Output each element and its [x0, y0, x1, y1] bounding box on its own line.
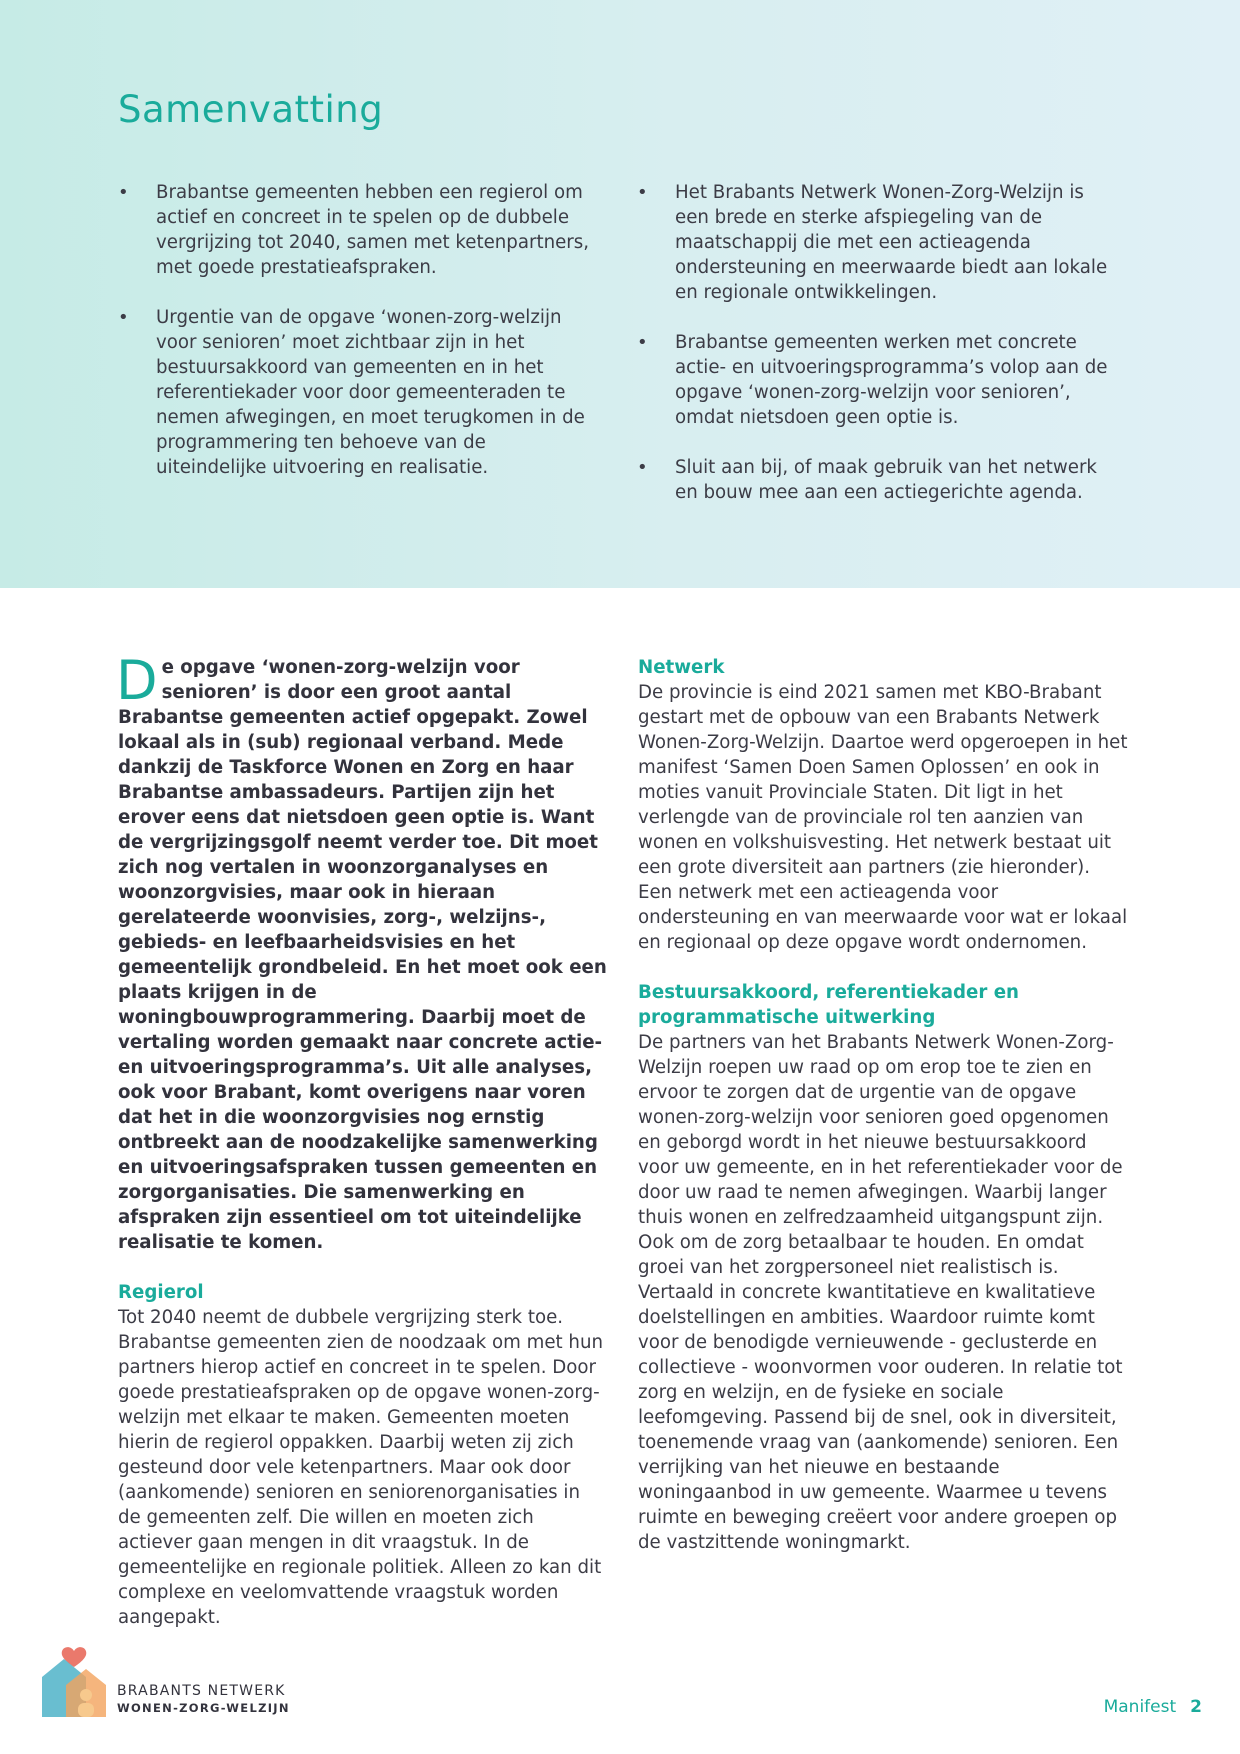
- page-number: 2: [1190, 1697, 1202, 1717]
- summary-bullet: • Urgentie van de opgave ‘wonen-zorg-welzijn voor senioren’ moet zichtbaar zijn in het bestuursakkoord van gemeenten en in het referentiekader voor door gemeenteraden te nemen afwegingen, en moet terugkomen in de programmering ten behoeve van de uiteindelijke uitvoering en realisatie.: [118, 305, 598, 480]
- summary-bullets-left: [118, 180, 598, 505]
- brand-line-2: WONEN-ZORG-WELZIJN: [117, 1701, 290, 1715]
- netwerk-text: De provincie is eind 2021 samen met KBO-Brabant gestart met de opbouw van een Brabants Netwerk Wonen-Zorg-Welzijn. Daartoe werd opgeroepen in het manifest ‘Samen Doen Samen Oplossen’ en ook in moties vanuit Provinciale Staten. Dit ligt in het verlengde van de provinciale rol ten aanzien van wonen en volkshuisvesting. Het netwerk bestaat uit een grote diversiteit aan partners (zie hieronder). Een netwerk met een actieagenda voor ondersteuning en van meerwaarde voor wat er lokaal en regionaal op deze opgave wordt ondernomen.: [638, 682, 1128, 953]
- summary-bullet: • Brabantse gemeenten hebben een regierol om actief en concreet in te spelen op de dubbele vergrijzing tot 2040, samen met ketenpartners, met goede prestatieafspraken.: [118, 180, 598, 280]
- document-label: Manifest: [1103, 1697, 1177, 1717]
- netwerk-heading: Netwerk: [638, 657, 725, 678]
- bestuursakkoord-heading: Bestuursakkoord, referentiekader en programmatische uitwerking: [638, 982, 1019, 1028]
- right-column: [638, 655, 1128, 1555]
- intro-paragraph: [116, 649, 608, 1255]
- brand-line-1: BRABANTS NETWERK: [117, 1683, 286, 1699]
- drop-cap: D: [116, 649, 158, 712]
- summary-bullet: • Sluit aan bij, of maak gebruik van het netwerk en bouw mee aan een actiegerichte agenda.: [637, 455, 1117, 505]
- intro-text: e opgave ‘wonen-zorg-welzijn voor senioren’ is door een groot aantal Brabantse gemeenten actief opgepakt. Zowel lokaal als in (sub) regionaal verband. Mede dankzij de Taskforce Wonen en Zorg en haar Brabantse ambassadeurs. Partijen zijn het erover eens dat nietsdoen geen optie is. Want de vergrijzingsgolf neemt verder toe. Dit moet zich nog vertalen in woonzorganalyses en woonzorgvisies, maar ook in hieraan gerelateerde woonvisies, zorg-, welzijns-, gebieds- en leefbaarheidsvisies en het gemeentelijk grondbeleid. En het moet ook een plaats krijgen in de woningbouwprogrammering. Daarbij moet de vertaling worden gemaakt naar concrete actie- en uitvoeringsprogramma’s. Uit alle analyses, ook voor Brabant, komt overigens naar voren dat het in die woonzorgvisies nog ernstig ontbreekt aan de noodzakelijke samenwerking en uitvoeringsafspraken tussen gemeenten en zorgorganisaties. Die samenwerking en afspraken zijn essentieel om tot uiteindelijke realisatie te komen.: [118, 657, 607, 1253]
- summary-bullets-right: [637, 180, 1117, 530]
- summary-bullet: • Brabantse gemeenten werken met concrete actie- en uitvoeringsprogramma’s volop aan de opgave ‘wonen-zorg-welzijn voor senioren’, omdat nietsdoen geen optie is.: [637, 330, 1117, 430]
- regierol-heading: Regierol: [118, 1282, 204, 1303]
- summary-bullet: • Het Brabants Netwerk Wonen-Zorg-Welzijn is een brede en sterke afspiegeling van de maatschappij die met een actieagenda ondersteuning en meerwaarde biedt aan lokale en regionale ontwikkelingen.: [637, 180, 1117, 305]
- regierol-text: Tot 2040 neemt de dubbele vergrijzing sterk toe. Brabantse gemeenten zien de noodzaak om met hun partners hierop actief en concreet in te spelen. Door goede prestatieafspraken op de opgave wonen-zorg-welzijn met elkaar te maken. Gemeenten moeten hierin de regierol oppakken. Daarbij weten zij zich gesteund door vele ketenpartners. Maar ook door (aankomende) senioren en seniorenorganisaties in de gemeenten zelf. Die willen en moeten zich actiever gaan mengen in dit vraagstuk. In de gemeentelijke en regionale politiek. Alleen zo kan dit complexe en veelomvattende vraagstuk worden aangepakt.: [118, 1307, 603, 1628]
- summary-title: Samenvatting: [118, 88, 384, 131]
- brand-name: [117, 1682, 290, 1716]
- bestuursakkoord-text: De partners van het Brabants Netwerk Wonen-Zorg-Welzijn roepen uw raad op om erop toe te zien en ervoor te zorgen dat de urgentie van de opgave wonen-zorg-welzijn voor senioren goed opgenomen en geborgd wordt in het nieuwe bestuursakkoord voor uw gemeente, en in het referentiekader voor de door uw raad te nemen afwegingen. Waarbij langer thuis wonen en zelfredzaamheid uitgangspunt zijn. Ook om de zorg betaalbaar te houden. En omdat groei van het zorgpersoneel niet realistisch is. Vertaald in concrete kwantitatieve en kwalitatieve doelstellingen en ambities. Waardoor ruimte komt voor de benodigde vernieuwende - geclusterde en collectieve - woonvormen voor ouderen. In relatie tot zorg en welzijn, en de fysieke en sociale leefomgeving. Passend bij de snel, ook in diversiteit, toenemende vraag van (aankomende) senioren. Een verrijking van het nieuwe en bestaande woningaanbod in uw gemeente. Waarmee u tevens ruimte en beweging creëert voor andere groepen op de vastzittende woningmarkt.: [638, 1032, 1123, 1553]
- network-logo-icon: [40, 1645, 110, 1717]
- left-column: [116, 649, 608, 1630]
- page-footer: [1104, 1697, 1202, 1717]
- summary-panel: [0, 0, 1240, 588]
